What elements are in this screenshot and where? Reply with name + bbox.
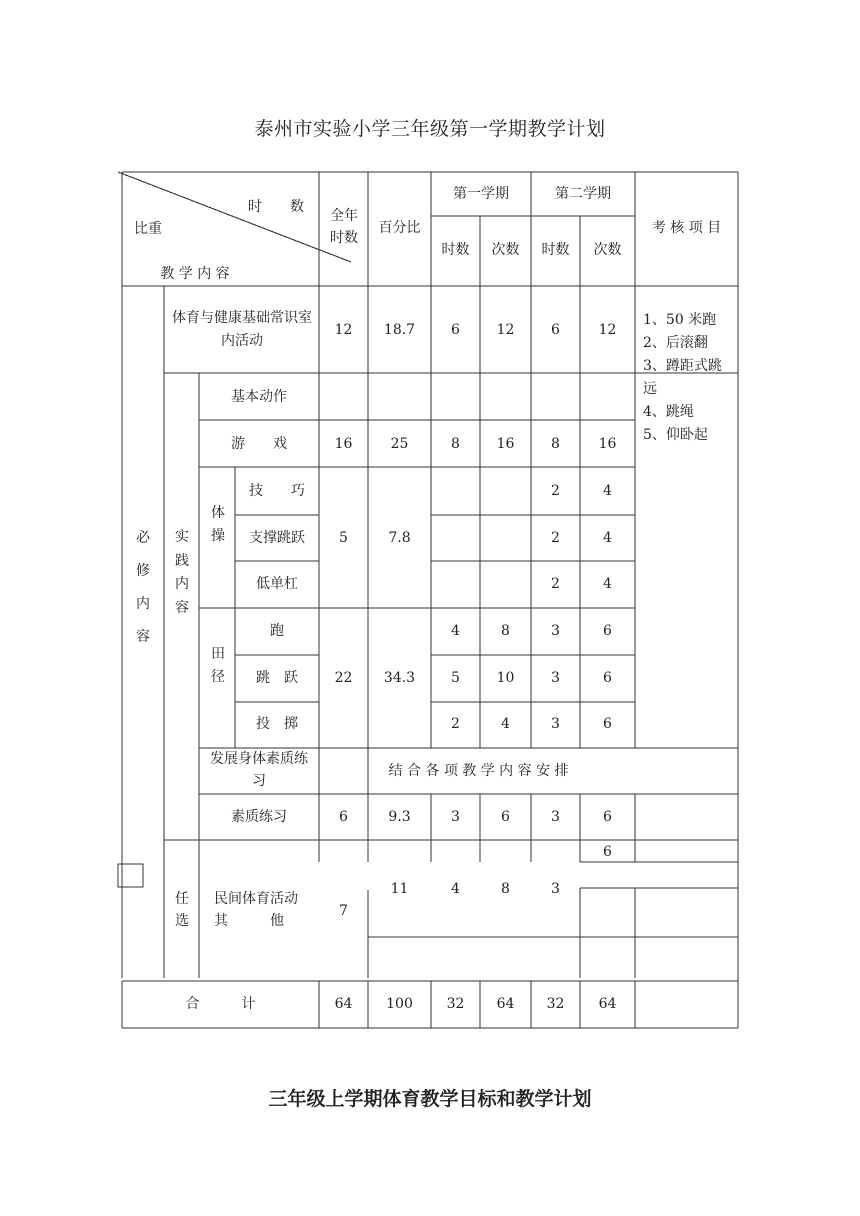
row-throw-t2n: 6 bbox=[603, 716, 612, 732]
row-run-name: 跑 bbox=[270, 623, 284, 639]
row-health-t1n: 12 bbox=[496, 322, 515, 338]
group-athletics-label: 田径 bbox=[211, 646, 225, 685]
row-fitness-name: 素质练习 bbox=[231, 809, 287, 825]
row-ath-pct: 34.3 bbox=[383, 670, 416, 686]
row-throw-t1n: 4 bbox=[501, 716, 510, 732]
row-fitness-t2h: 3 bbox=[551, 809, 560, 825]
row-throw-name: 投 掷 bbox=[256, 716, 298, 732]
row-total-t1n: 64 bbox=[496, 996, 515, 1012]
row-fitness-t1n: 6 bbox=[501, 809, 510, 825]
document-title: 泰州市实验小学三年级第一学期教学计划 bbox=[254, 118, 606, 140]
row-bar-t2h: 2 bbox=[551, 576, 560, 592]
row-total-t1h: 32 bbox=[446, 996, 465, 1012]
header-annual-hours: 全年时数 bbox=[330, 208, 358, 246]
header-term1-times: 次数 bbox=[491, 242, 520, 258]
row-game-t2n: 16 bbox=[598, 436, 617, 452]
row-folk-t1h: 4 bbox=[451, 881, 460, 897]
row-game-pct: 25 bbox=[390, 436, 409, 452]
row-folk-name-line1: 民间体育活动 bbox=[214, 891, 298, 907]
row-gym-pct: 7.8 bbox=[388, 530, 411, 546]
row-bar-t2n: 4 bbox=[603, 576, 612, 592]
row-throw-t1h: 2 bbox=[451, 716, 460, 732]
row-folk-t2n: 6 bbox=[603, 844, 612, 860]
row-health-t1h: 6 bbox=[451, 322, 460, 338]
row-vault-t2n: 4 bbox=[603, 530, 612, 546]
row-total-annual: 64 bbox=[334, 996, 353, 1012]
row-jump-t1n: 10 bbox=[496, 670, 515, 686]
row-health-t2h: 6 bbox=[551, 322, 560, 338]
row-jump-t2n: 6 bbox=[603, 670, 612, 686]
assessment-list bbox=[643, 309, 735, 447]
row-game-t1h: 8 bbox=[451, 436, 460, 452]
row-skill-t2h: 2 bbox=[551, 483, 560, 499]
row-game-t2h: 8 bbox=[551, 436, 560, 452]
assessment-item: 4、跳绳 bbox=[643, 404, 694, 420]
row-fitness-annual: 6 bbox=[339, 809, 348, 825]
row-total-name: 合 计 bbox=[185, 996, 256, 1012]
row-fitness-t2n: 6 bbox=[603, 809, 612, 825]
row-fitness-dev-name: 发展身体素质练习 bbox=[210, 751, 308, 789]
row-fitness-dev-note: 结 合 各 项 教 学 内 容 安 排 bbox=[388, 763, 569, 779]
group-required-label: 必修内容 bbox=[136, 530, 150, 645]
row-folk-annual: 7 bbox=[339, 903, 348, 919]
row-folk-name-line2: 其 他 bbox=[214, 913, 284, 929]
row-fitness-t1h: 3 bbox=[451, 809, 460, 825]
row-fitness-pct: 9.3 bbox=[388, 809, 411, 825]
header-term2-times: 次数 bbox=[593, 242, 622, 258]
row-health-annual: 12 bbox=[334, 322, 353, 338]
row-total-pct: 100 bbox=[386, 996, 413, 1012]
row-total-t2n: 64 bbox=[598, 996, 617, 1012]
row-health-t2n: 12 bbox=[598, 322, 617, 338]
row-folk-t1n: 8 bbox=[501, 881, 510, 897]
row-total-t2h: 32 bbox=[546, 996, 565, 1012]
row-ath-annual: 22 bbox=[334, 670, 353, 686]
corner-content-label: 教 学 内 容 bbox=[160, 266, 230, 282]
header-assessment: 考 核 项 目 bbox=[651, 220, 722, 236]
group-practice-label: 实践内容 bbox=[175, 529, 189, 616]
header-percent: 百分比 bbox=[378, 220, 421, 236]
group-elective-label: 任选 bbox=[175, 891, 189, 929]
row-jump-t2h: 3 bbox=[551, 670, 560, 686]
assessment-item: 1、50 米跑 bbox=[643, 312, 717, 328]
row-vault-t2h: 2 bbox=[551, 530, 560, 546]
row-game-t1n: 16 bbox=[496, 436, 515, 452]
corner-hours-label: 时 数 bbox=[248, 199, 304, 215]
header-term2: 第二学期 bbox=[555, 186, 611, 202]
header-term2-hours: 时数 bbox=[541, 242, 570, 258]
row-run-t2h: 3 bbox=[551, 623, 560, 639]
row-game-name: 游 戏 bbox=[231, 436, 287, 452]
row-vault-name: 支撑跳跃 bbox=[249, 530, 305, 546]
header-term1-hours: 时数 bbox=[441, 242, 470, 258]
assessment-item: 2、后滚翻 bbox=[643, 335, 708, 351]
row-bar-name: 低单杠 bbox=[256, 576, 298, 592]
row-skill-t2n: 4 bbox=[603, 483, 612, 499]
row-jump-name: 跳 跃 bbox=[256, 670, 298, 686]
row-folk-pct: 11 bbox=[390, 881, 409, 897]
assessment-item: 3、蹲距式跳远 bbox=[643, 358, 722, 397]
row-basic-name: 基本动作 bbox=[231, 389, 287, 405]
row-jump-t1h: 5 bbox=[451, 670, 460, 686]
assessment-item: 5、仰卧起 bbox=[643, 427, 708, 443]
row-health-pct: 18.7 bbox=[383, 322, 416, 338]
row-throw-t2h: 3 bbox=[551, 716, 560, 732]
row-folk-t2h: 3 bbox=[551, 881, 560, 897]
row-game-annual: 16 bbox=[334, 436, 353, 452]
row-run-t1h: 4 bbox=[451, 623, 460, 639]
group-gymnastics-label: 体操 bbox=[211, 505, 225, 544]
corner-weight-label: 比重 bbox=[134, 221, 162, 237]
row-skill-name: 技 巧 bbox=[249, 483, 305, 499]
document-subtitle: 三年级上学期体育教学目标和教学计划 bbox=[268, 1088, 592, 1110]
row-run-t1n: 8 bbox=[501, 623, 510, 639]
row-run-t2n: 6 bbox=[603, 623, 612, 639]
row-gym-annual: 5 bbox=[339, 530, 348, 546]
row-health-name: 体育与健康基础常识室内活动 bbox=[172, 310, 312, 349]
header-term1: 第一学期 bbox=[453, 186, 509, 202]
